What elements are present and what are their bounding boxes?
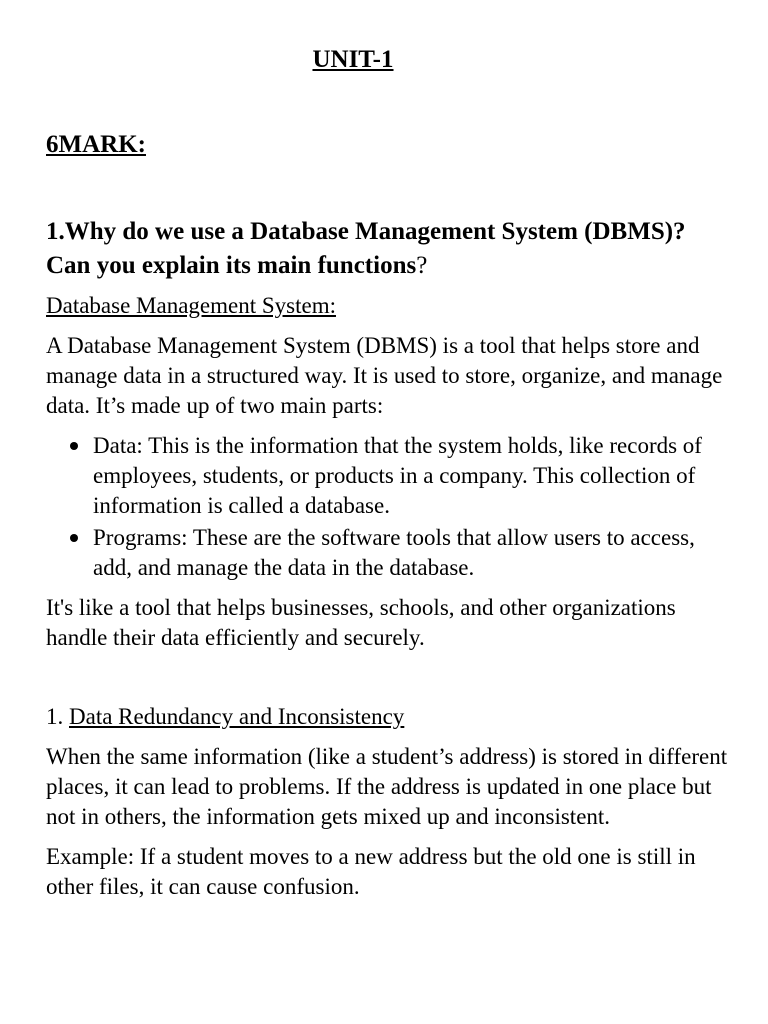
bullet-icon [70,534,78,542]
section-heading: Database Management System: [46,293,336,318]
point-title: Data Redundancy and Inconsistency [69,704,405,729]
document-body [46,291,736,912]
list-item [46,431,736,521]
list-item-text: Data: This is the information that the system holds, like records of employees, students, or products in a company. This collection of information is called a database. [93,433,702,518]
question-mark: ? [416,252,428,279]
section-intro: A Database Management System (DBMS) is a tool that helps store and manage data in a structured way. It is used to store, organize, and manage data. It’s made up of two main parts: [46,333,723,418]
point-description: When the same information (like a student’s address) is stored in different places, it can lead to problems. If the address is updated in one place but not in others, the information gets mixed up and inconsistent. [46,744,728,829]
point-heading [46,702,736,732]
question-text: 1.Why do we use a Database Management System (DBMS)? Can you explain its main functions [46,218,686,279]
spacer [46,663,736,702]
unit-title: UNIT-1 [312,46,394,73]
mark-heading: 6MARK: [46,131,146,158]
list-item-text: Programs: These are the software tools that allow users to access, add, and manage the data in the database. [93,525,695,580]
question-heading [46,215,726,283]
section-closing: It's like a tool that helps businesses, schools, and other organizations handle their data efficiently and securely. [46,595,676,650]
point-number: 1. [46,704,69,729]
point-example: Example: If a student moves to a new address but the old one is still in other files, it can cause confusion. [46,844,696,899]
list-item [46,523,736,583]
bullet-icon [70,442,78,450]
parts-list [46,431,736,583]
